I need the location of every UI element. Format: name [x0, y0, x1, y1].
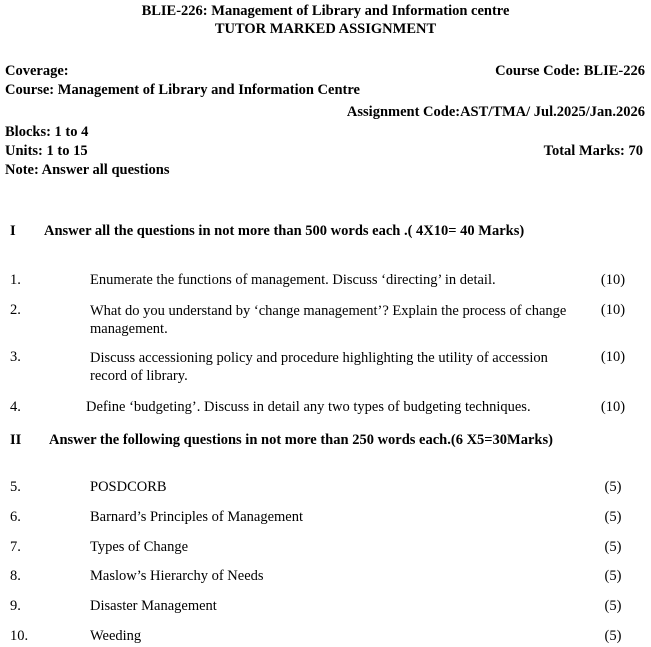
- document-subtitle: TUTOR MARKED ASSIGNMENT: [214, 21, 437, 37]
- question-marks: (5): [604, 539, 622, 555]
- question-marks: (5): [604, 628, 622, 644]
- section-2-numeral: II: [10, 432, 22, 448]
- question-number: 9.: [10, 598, 21, 614]
- question-marks: (5): [604, 509, 622, 525]
- question-marks: (10): [600, 399, 626, 415]
- section-1-instruction: Answer all the questions in not more than 500 words each .( 4X10= 40 Marks): [44, 223, 525, 239]
- question-number: 4.: [10, 399, 21, 415]
- question-marks: (10): [600, 272, 626, 288]
- course-name: Course: Management of Library and Information Centre: [5, 82, 360, 98]
- question-number: 10.: [10, 628, 29, 644]
- question-number: 5.: [10, 479, 21, 495]
- question-text: POSDCORB: [90, 479, 167, 495]
- blocks: Blocks: 1 to 4: [5, 124, 89, 140]
- course-code: Course Code: BLIE-226: [495, 63, 645, 79]
- question-marks: (5): [604, 598, 622, 614]
- question-marks: (10): [600, 302, 626, 318]
- note: Note: Answer all questions: [5, 162, 170, 178]
- question-text: Weeding: [90, 628, 142, 644]
- question-marks: (10): [600, 349, 626, 365]
- question-text: Maslow’s Hierarchy of Needs: [90, 568, 264, 584]
- question-number: 6.: [10, 509, 21, 525]
- section-2-instruction: Answer the following questions in not more than 250 words each.(6 X5=30Marks): [49, 432, 553, 448]
- question-text: Define ‘budgeting’. Discuss in detail any two types of budgeting techniques.: [86, 399, 531, 415]
- question-text: Disaster Management: [90, 598, 217, 614]
- total-marks: Total Marks: 70: [543, 143, 643, 159]
- question-number: 7.: [10, 539, 21, 555]
- question-number: 8.: [10, 568, 21, 584]
- assignment-code: Assignment Code:AST/TMA/ Jul.2025/Jan.2026: [346, 104, 645, 120]
- question-number: 1.: [10, 272, 21, 288]
- question-number: 2.: [10, 302, 21, 318]
- coverage-label: Coverage:: [5, 63, 69, 79]
- question-marks: (5): [604, 479, 622, 495]
- section-1-numeral: I: [10, 223, 16, 239]
- question-number: 3.: [10, 349, 21, 365]
- question-text: Barnard’s Principles of Management: [90, 509, 304, 525]
- question-text: Enumerate the functions of management. Discuss ‘directing’ in detail.: [90, 272, 496, 288]
- question-marks: (5): [604, 568, 622, 584]
- question-text: What do you understand by ‘change management’? Explain the process of change management.: [90, 303, 567, 337]
- question-text: Types of Change: [90, 539, 189, 555]
- document-title: BLIE-226: Management of Library and Information centre: [141, 3, 510, 19]
- units: Units: 1 to 15: [5, 143, 88, 159]
- question-text: Discuss accessioning policy and procedure highlighting the utility of accession record of library.: [90, 350, 548, 384]
